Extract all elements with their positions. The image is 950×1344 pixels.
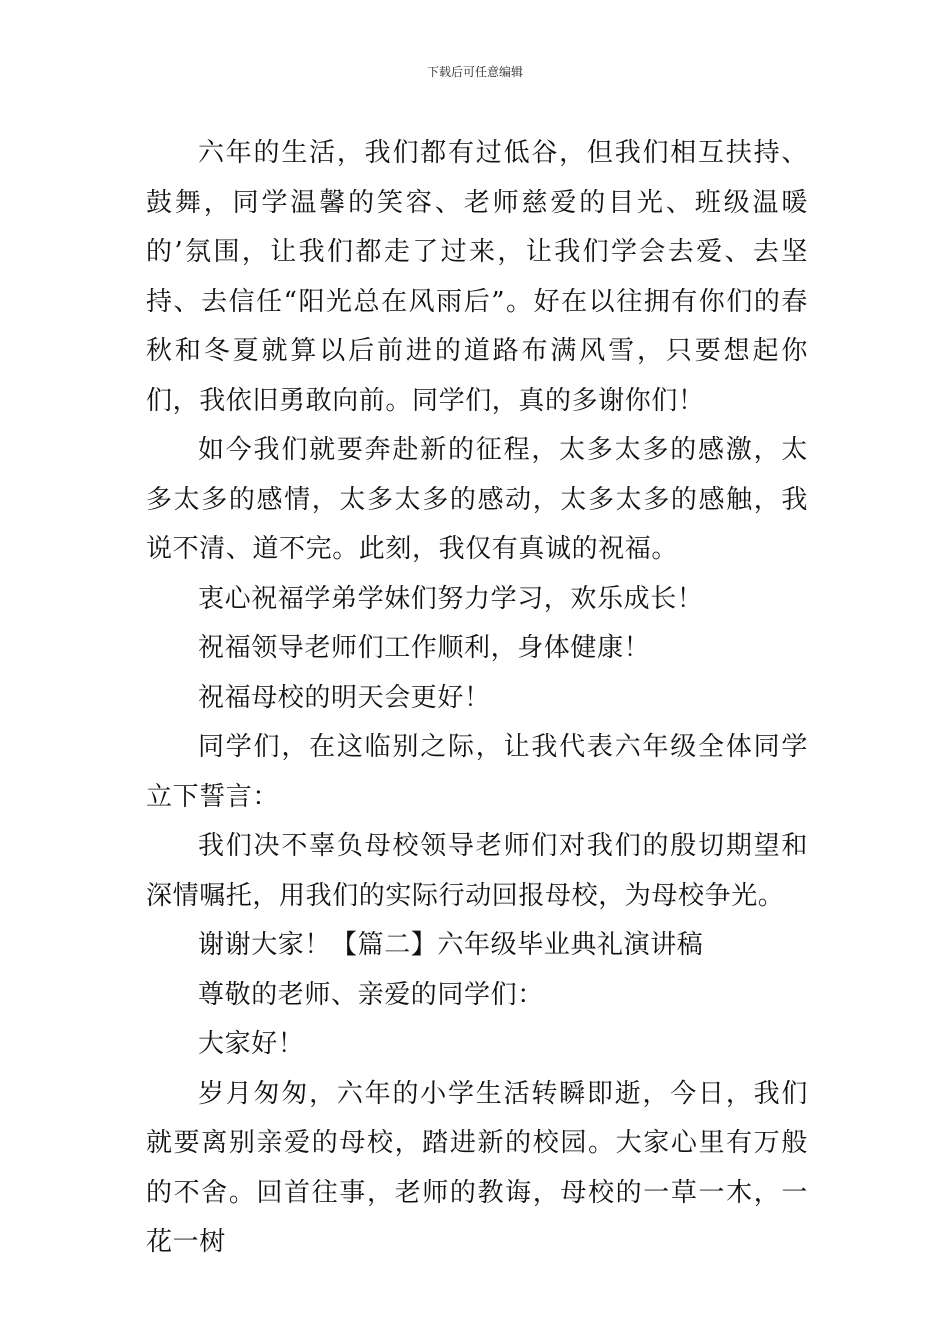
paragraph-wish-school: 祝福母校的明天会更好！ (198, 682, 491, 713)
document-body (146, 129, 808, 1268)
paragraph-oath-intro: 同学们，在这临别之际，让我代表六年级全体同学立下誓言： (146, 732, 808, 812)
paragraph-time-flies: 岁月匆匆，六年的小学生活转瞬即逝，今日，我们就要离别亲爱的母校，踏进新的校园。大家心里有万般的不舍。回首往事，老师的教诲，母校的一草一木，一花一树 (146, 1078, 808, 1257)
paragraph-oath: 我们决不辜负母校领导老师们对我们的殷切期望和深情嘱托，用我们的实际行动回报母校，为母校争光。 (146, 831, 808, 911)
paragraph-wish-teachers: 祝福领导老师们工作顺利，身体健康！ (198, 633, 651, 663)
paragraph-salutation: 尊敬的老师、亲爱的同学们： (198, 979, 544, 1010)
paragraph-thanks-section-two: 谢谢大家！【篇二】六年级毕业典礼演讲稿 (198, 930, 704, 960)
paragraph-greeting: 大家好！ (198, 1029, 305, 1059)
paragraph-wish-juniors: 衷心祝福学弟学妹们努力学习，欢乐成长！ (198, 583, 704, 614)
paragraph-new-journey: 如今我们就要奔赴新的征程，太多太多的感激，太多太多的感情，太多太多的感动，太多太多的感触，我说不清、道不完。此刻，我仅有真诚的祝福。 (146, 435, 808, 564)
page-header: 下载后可任意编辑 (426, 65, 523, 79)
paragraph-gratitude: 六年的生活，我们都有过低谷，但我们相互扶持、鼓舞，同学温馨的笑容、老师慈爱的目光、班级温暖的’氛围，让我们都走了过来，让我们学会去爱、去坚持、去信任“阳光总在风雨后”。好在以往拥有你们的春秋和冬夏就算以后前进的道路布满风雪，只要想起你们，我依旧勇敢向前。同学们，真的多谢你们！ (146, 138, 808, 416)
